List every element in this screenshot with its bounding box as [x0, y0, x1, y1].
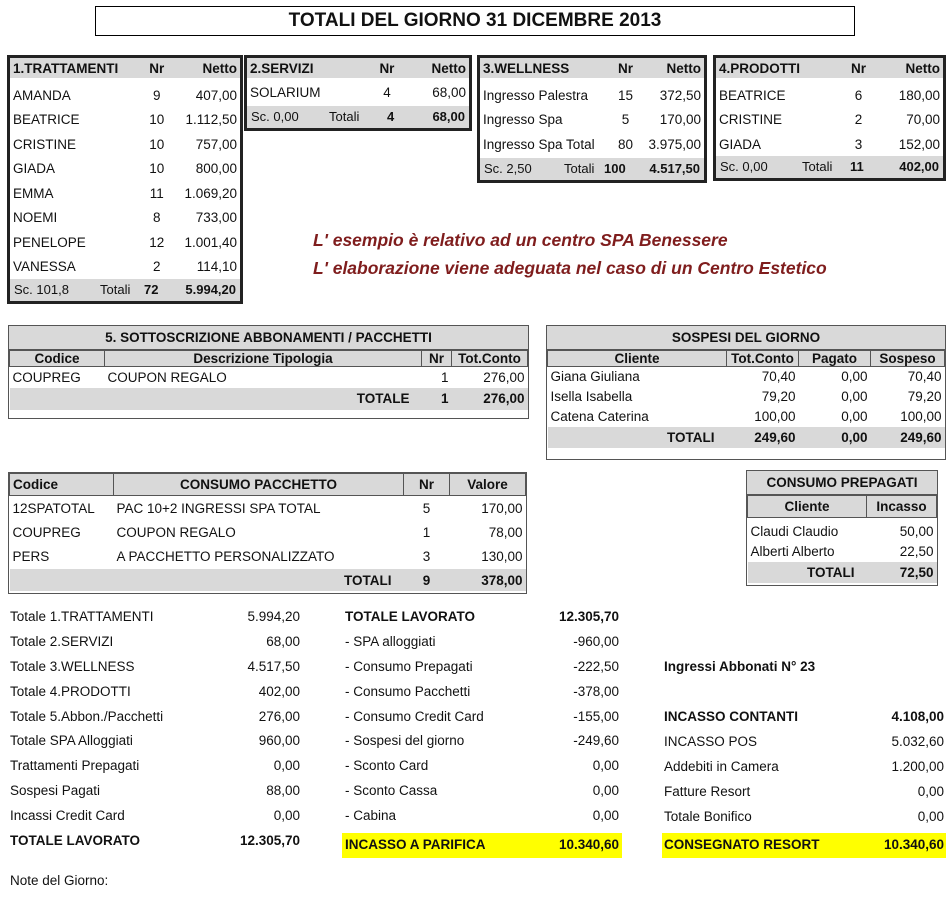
table-row: 12SPATOTAL PAC 10+2 INGRESSI SPA TOTAL 5 170,00: [12, 500, 523, 516]
table-header: Cliente Incasso: [748, 496, 937, 518]
table-row: Claudi Claudio 50,00: [750, 524, 934, 539]
table-row: Ingresso Palestra 15 372,50: [483, 87, 701, 103]
trattamenti-box: [7, 55, 243, 304]
ingressi-abbonati: Ingressi Abbonati N° 23: [664, 659, 816, 674]
table-row: Isella Isabella 79,20 0,00 79,20: [550, 389, 942, 404]
table-row: BEATRICE 10 1.112,50: [13, 112, 237, 128]
table-row: COUPREG COUPON REGALO 1 78,00: [12, 524, 523, 540]
page-title: TOTALI DEL GIORNO 31 DICEMBRE 2013: [95, 6, 855, 36]
summary-row: - Consumo Credit Card -155,00: [345, 708, 619, 724]
table-header: 3.WELLNESS Nr Netto: [480, 58, 704, 78]
table-caption: CONSUMO PREPAGATI: [747, 471, 937, 495]
col-header: 1.TRATTAMENTI: [10, 58, 144, 78]
table-caption: SOSPESI DEL GIORNO: [547, 326, 945, 350]
summary-row: Totale 1.TRATTAMENTI 5.994,20: [10, 609, 300, 624]
consumo-pacchetto-table: [8, 472, 527, 594]
summary-left: [10, 609, 300, 858]
summary-row: Totale 4.PRODOTTI 402,00: [10, 683, 300, 699]
table-header: Codice Descrizione Tipologia Nr Tot.Conto: [10, 351, 528, 367]
note-line: L' esempio è relativo ad un centro SPA Benessere: [313, 230, 728, 250]
table-row: NOEMI 8 733,00: [13, 210, 237, 226]
table-footer: TOTALI 72,50: [748, 562, 937, 583]
prodotti-box: [713, 55, 946, 181]
table-row: Ingresso Spa 5 170,00: [483, 112, 701, 128]
table-row: CRISTINE 2 70,00: [719, 112, 940, 128]
summary-row: Addebiti in Camera 1.200,00: [664, 758, 944, 774]
consegnato-resort-row: CONSEGNATO RESORT 10.340,60: [662, 833, 946, 858]
table-footer: Sc. 101,8 Totali 72 5.994,20: [10, 279, 240, 301]
table-footer: Sc. 2,50 Totali 100 4.517,50: [480, 158, 704, 180]
table-row: Ingresso Spa Total 80 3.975,00: [483, 136, 701, 152]
summary-row: INCASSO POS 5.032,60: [664, 733, 944, 749]
summary-row: - Consumo Pacchetti -378,00: [345, 683, 619, 699]
summary-total-row: INCASSO CONTANTI 4.108,00: [664, 709, 944, 724]
note-label: Note del Giorno:: [10, 873, 109, 888]
summary-row: Sospesi Pagati 88,00: [10, 783, 300, 799]
table-header: Codice CONSUMO PACCHETTO Nr Valore: [10, 474, 526, 496]
table-footer: TOTALE 1 276,00: [10, 388, 528, 410]
summary-row: - Sospesi del giorno -249,60: [345, 733, 619, 749]
summary-row: - Sconto Cassa 0,00: [345, 783, 619, 799]
table-row: AMANDA 9 407,00: [13, 87, 237, 103]
table-caption: 5. SOTTOSCRIZIONE ABBONAMENTI / PACCHETTI: [9, 326, 528, 350]
summary-row: Totale 2.SERVIZI 68,00: [10, 633, 300, 649]
summary-row: - Cabina 0,00: [345, 808, 619, 824]
table-row: EMMA 11 1.069,20: [13, 185, 237, 201]
table-header: Cliente Tot.Conto Pagato Sospeso: [548, 351, 945, 367]
summary-row: - Sconto Card 0,00: [345, 758, 619, 774]
table-row: CRISTINE 10 757,00: [13, 136, 237, 152]
col-header: Netto: [169, 58, 240, 78]
servizi-box: [244, 55, 472, 131]
table-row: COUPREG COUPON REGALO 1 276,00: [12, 369, 525, 385]
summary-row: - Consumo Prepagati -222,50: [345, 658, 619, 674]
table-footer: TOTALI 249,60 0,00 249,60: [548, 427, 945, 448]
table-row: PERS A PACCHETTO PERSONALIZZATO 3 130,00: [12, 549, 523, 565]
summary-row: Trattamenti Prepagati 0,00: [10, 758, 300, 774]
summary-row: Incassi Credit Card 0,00: [10, 808, 300, 824]
table-footer: Sc. 0,00 Totali 4 68,00: [247, 106, 469, 128]
table-row: Alberti Alberto 22,50: [750, 544, 934, 559]
summary-row: Totale 5.Abbon./Pacchetti 276,00: [10, 708, 300, 724]
summary-total-row: TOTALE LAVORATO 12.305,70: [345, 609, 619, 624]
table-header: [10, 58, 240, 78]
summary-row: - SPA alloggiati -960,00: [345, 633, 619, 649]
summary-row: Fatture Resort 0,00: [664, 783, 944, 799]
table-footer: TOTALI 9 378,00: [10, 569, 526, 591]
consumo-prepagati-table: [746, 470, 938, 586]
table-row: SOLARIUM 4 68,00: [250, 84, 466, 100]
table-row: Giana Giuliana 70,40 0,00 70,40: [550, 369, 942, 385]
table-header: 2.SERVIZI Nr Netto: [247, 58, 469, 78]
incasso-parifica-row: INCASSO A PARIFICA 10.340,60: [342, 833, 622, 858]
wellness-box: [477, 55, 707, 183]
summary-row: Totale 3.WELLNESS 4.517,50: [10, 658, 300, 674]
col-header: Nr: [144, 58, 169, 78]
table-row: VANESSA 2 114,10: [13, 259, 237, 275]
summary-total-row: TOTALE LAVORATO 12.305,70: [10, 833, 300, 849]
table-row: GIADA 3 152,00: [719, 136, 940, 152]
table-row: BEATRICE 6 180,00: [719, 87, 940, 103]
note-line: L' elaborazione viene adeguata nel caso di un Centro Estetico: [313, 258, 827, 278]
abbonamenti-table: [8, 325, 529, 419]
table-row: PENELOPE 12 1.001,40: [13, 234, 237, 250]
table-footer: Sc. 0,00 Totali 11 402,00: [716, 156, 943, 178]
summary-row: Totale SPA Alloggiati 960,00: [10, 733, 300, 749]
table-header: 4.PRODOTTI Nr Netto: [716, 58, 943, 78]
summary-mid: [342, 609, 622, 858]
table-row: Catena Caterina 100,00 0,00 100,00: [550, 409, 942, 424]
table-row: GIADA 10 800,00: [13, 161, 237, 177]
summary-row: Totale Bonifico 0,00: [664, 808, 944, 824]
summary-right: [662, 709, 946, 858]
sospesi-table: [546, 325, 946, 460]
